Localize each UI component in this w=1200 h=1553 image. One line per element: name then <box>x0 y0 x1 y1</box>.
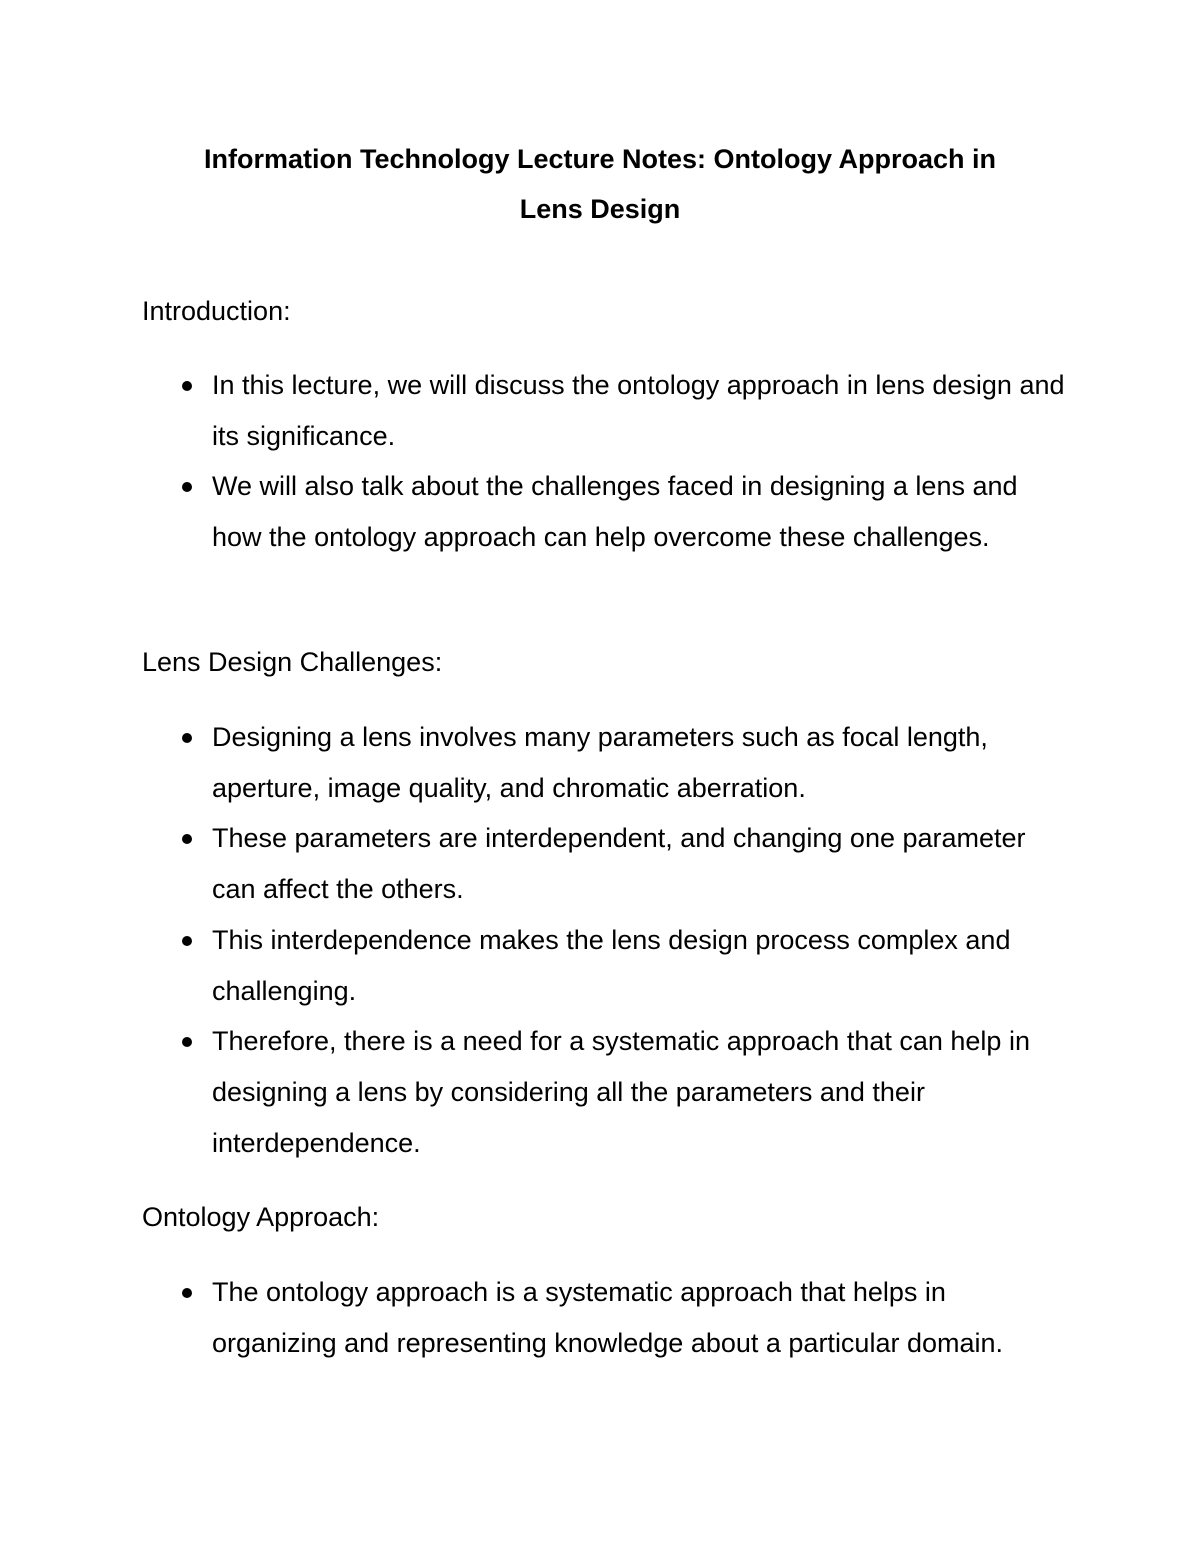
bullet-text: The ontology approach is a systematic approach that helps in organizing and representing knowledge about a particular domain. <box>212 1277 1004 1358</box>
ontology-bullet-list <box>142 1267 1072 1368</box>
bullet-icon <box>182 1037 192 1047</box>
bullet-icon <box>182 834 192 844</box>
list-item <box>142 1016 1072 1168</box>
bullet-icon <box>182 381 192 391</box>
list-item <box>142 461 1072 562</box>
bullet-text: We will also talk about the challenges faced in designing a lens and how the ontology approach can help overcome these challenges. <box>212 471 1018 553</box>
document-title <box>142 134 1058 234</box>
section-heading-introduction: Introduction: <box>142 296 291 326</box>
bullet-icon <box>182 733 192 743</box>
introduction-bullet-list <box>142 360 1072 563</box>
section-heading-lens-design-challenges: Lens Design Challenges: <box>142 647 443 677</box>
challenges-bullet-list <box>142 712 1072 1168</box>
bullet-icon <box>182 1288 192 1298</box>
title-line-1: Information Technology Lecture Notes: Ontology Approach in <box>203 144 997 174</box>
bullet-text: Therefore, there is a need for a systematic approach that can help in designing a lens by considering all the parameters and their interdependence. <box>212 1026 1030 1158</box>
list-item <box>142 712 1072 813</box>
bullet-text: In this lecture, we will discuss the ontology approach in lens design and its significance. <box>212 370 1065 451</box>
bullet-text: Designing a lens involves many parameters such as focal length, aperture, image quality, and chromatic aberration. <box>212 722 988 803</box>
bullet-icon <box>182 482 192 492</box>
title-line-2: Lens Design <box>519 194 681 224</box>
list-item <box>142 915 1072 1016</box>
bullet-text: These parameters are interdependent, and changing one parameter can affect the others. <box>212 823 1026 905</box>
list-item <box>142 1267 1072 1368</box>
list-item <box>142 360 1072 461</box>
bullet-text: This interdependence makes the lens design process complex and challenging. <box>212 924 1011 1006</box>
bullet-icon <box>182 936 192 946</box>
section-heading-ontology-approach: Ontology Approach: <box>142 1202 380 1232</box>
list-item <box>142 813 1072 914</box>
